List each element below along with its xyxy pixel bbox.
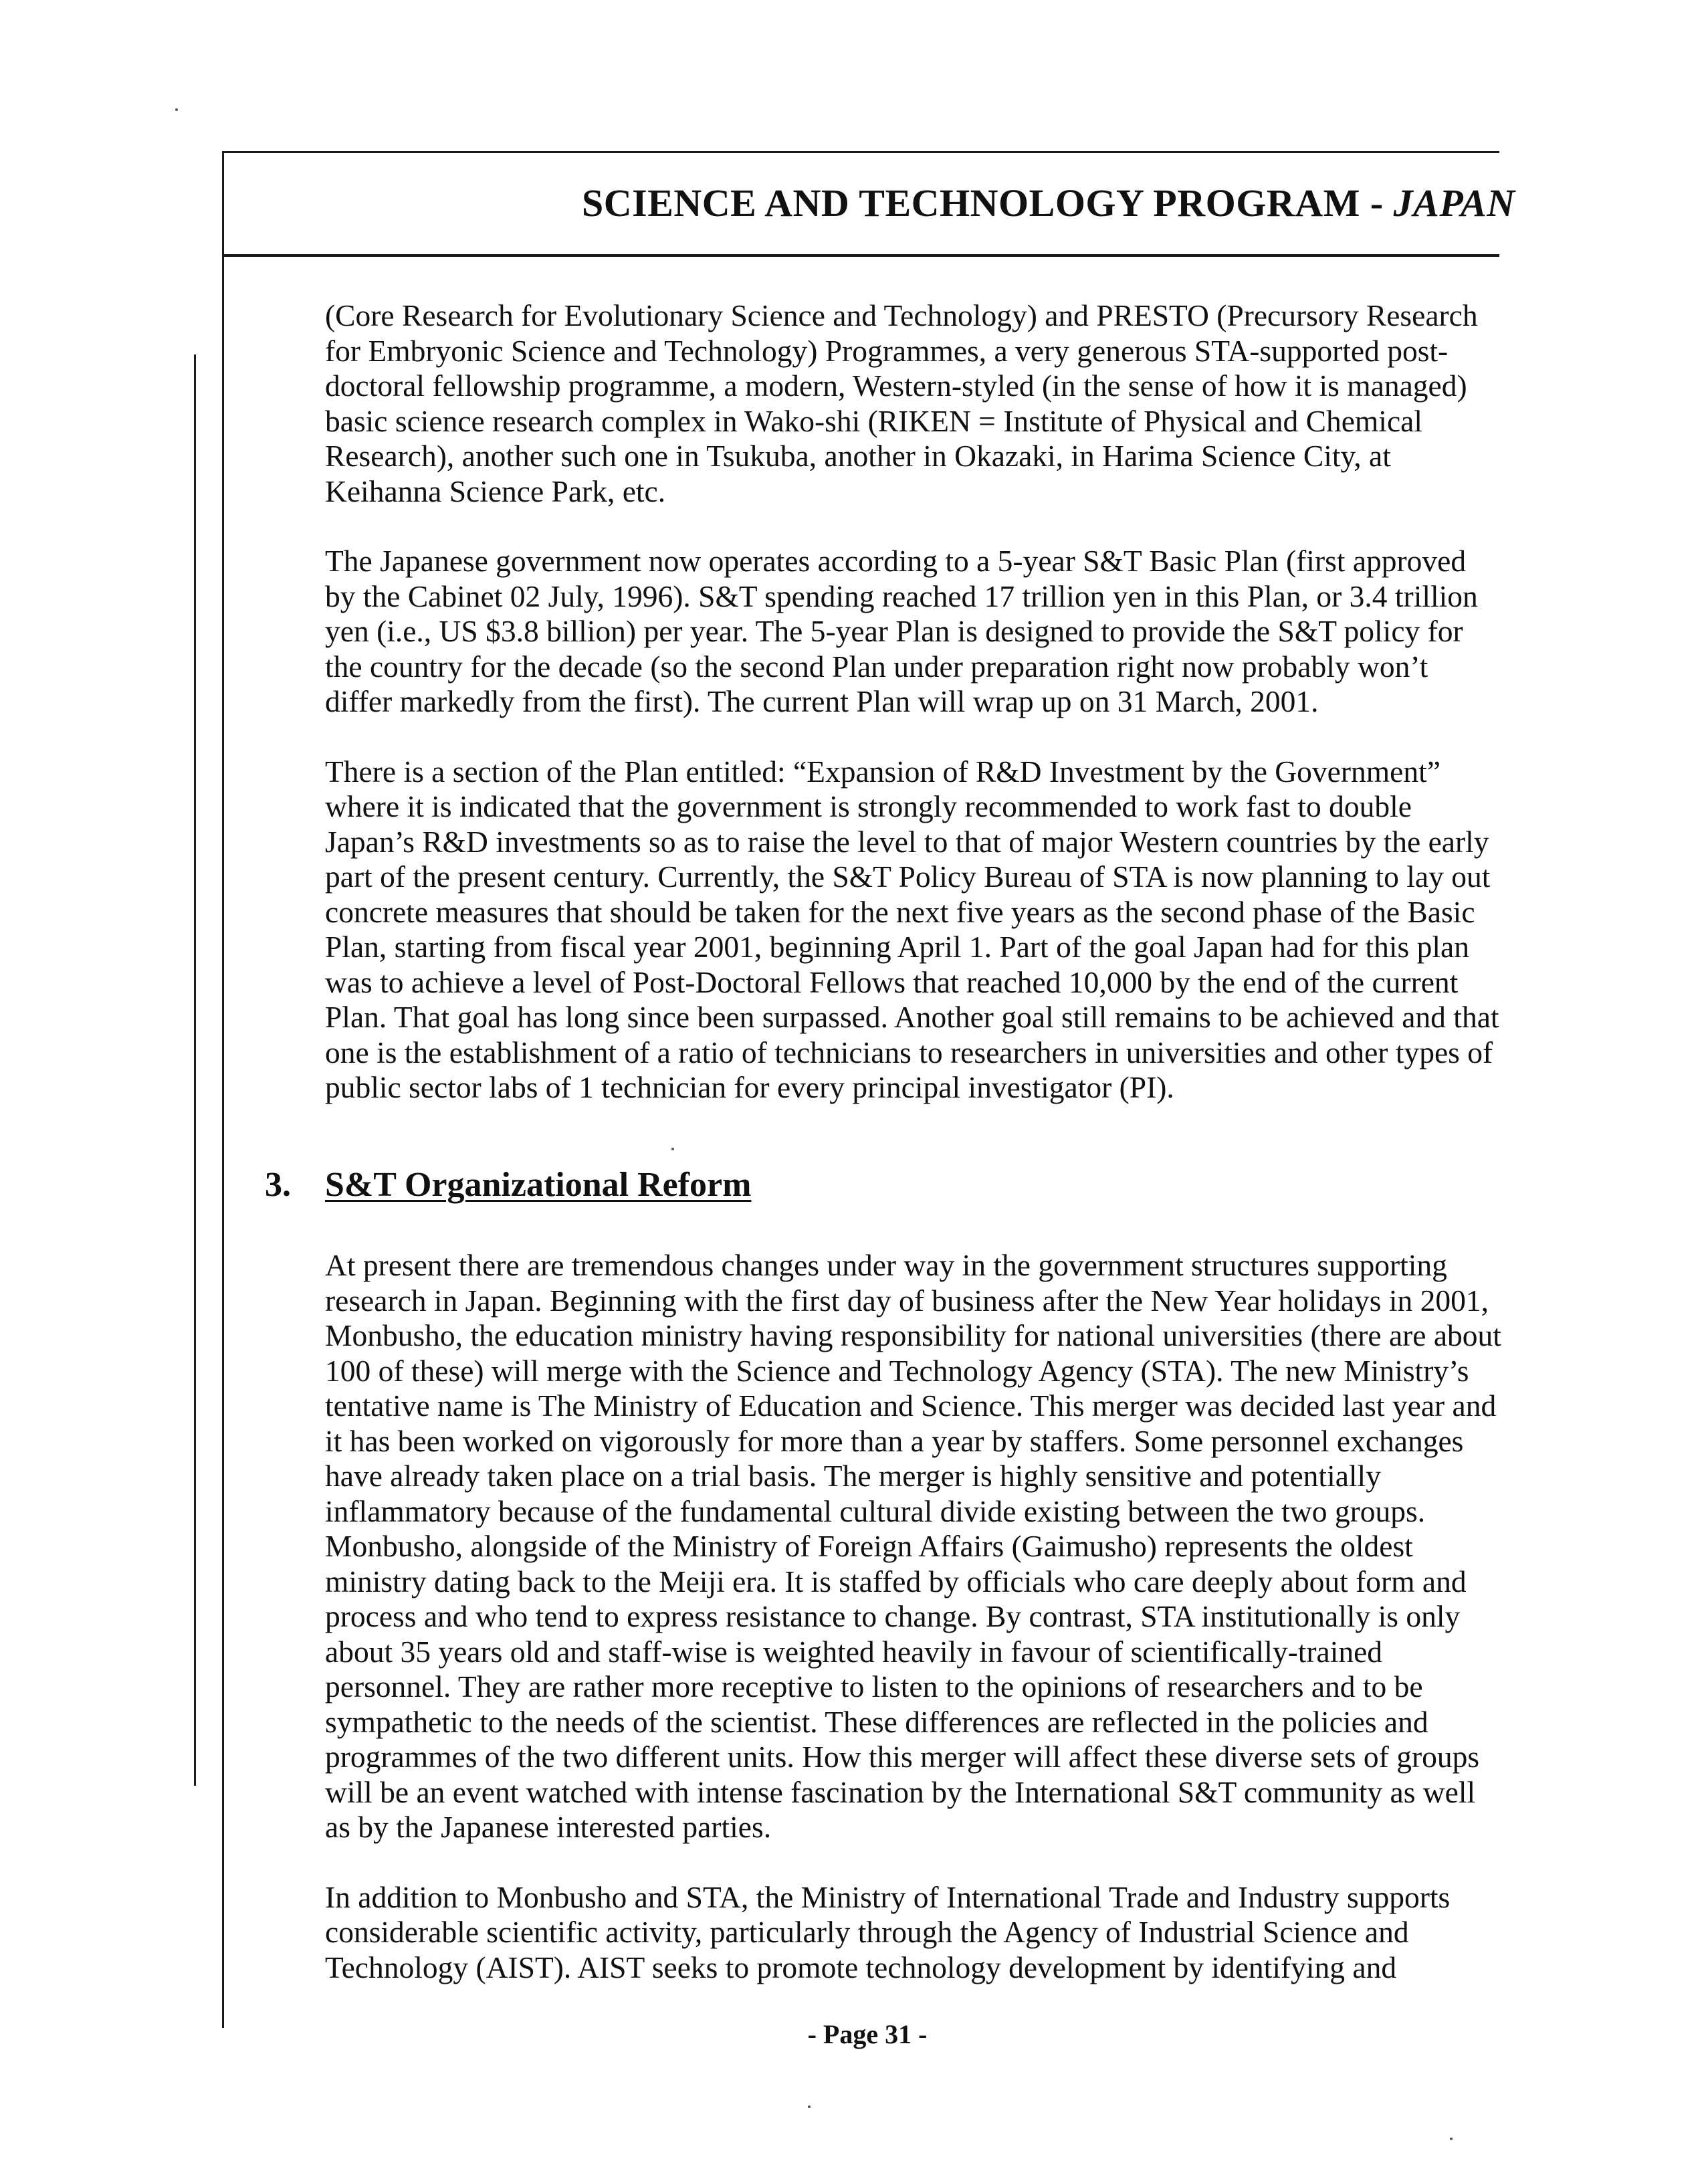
header-top-rule [222,151,1499,153]
revision-margin-bar [194,354,196,1786]
header-title-country: JAPAN [1393,181,1515,225]
paragraph-miti-aist: In addition to Monbusho and STA, the Ministry of International Trade and Industry supports considerable scientific activity, particularly through the Agency of Industrial Science and Technology (AIST). AIST seeks to promote technology development by identifying and [325,1879,1451,1984]
body-text-top [325,298,1502,1140]
header-bottom-rule [222,254,1499,257]
page-number: - Page 31 - [807,2019,928,2049]
scan-speck [1450,2138,1453,2140]
page-header-title [582,181,1515,225]
left-border-rule [222,151,224,2028]
section-heading [265,1165,751,1205]
section-number: 3. [265,1166,291,1204]
scan-speck [175,108,178,111]
section-title: S&T Organizational Reform [325,1166,752,1204]
paragraph-basic-plan: The Japanese government now operates according to a 5-year S&T Basic Plan (first approved by the Cabinet 02 July, 1996). S&T spending reached 17 trillion yen in this Plan, or 3.4 trillion yen (i.e., US $3.8 billion) per year. The 5-year Plan is designed to provide the S&T policy for the country for the decade (so the second Plan under preparation right now probably won’t differ markedly from the first). The current Plan will wrap up on 31 March, 2001. [325,544,1478,718]
paragraph-research-programmes: (Core Research for Evolutionary Science and Technology) and PRESTO (Precursory Research for Embryonic Science and Technology) Programmes, a very generous STA-supported post-doctoral fellowship programme, a modern, Western-styled (in the sense of how it is managed) basic science research complex in Wako-shi (RIKEN = Institute of Physical and Chemical Research), another such one in Tsukuba, another in Okazaki, in Harima Science City, at Keihanna Science Park, etc. [325,298,1478,508]
scan-speck [671,1148,674,1150]
body-text-section [325,1248,1502,2020]
header-title-main: SCIENCE AND TECHNOLOGY PROGRAM - [582,181,1394,225]
paragraph-rd-investment: There is a section of the Plan entitled: “Expansion of R&D Investment by the Government” where it is indicated that the government is strongly recommended to work fast to double Japan’s R&D investments so as to raise the level to that of major Western countries by the early part of the present century. Currently, the S&T Policy Bureau of STA is now planning to lay out concrete measures that should be taken for the next five years as the second phase of the Basic Plan, starting from fiscal year 2001, beginning April 1. Part of the goal Japan had for this plan was to achieve a level of Post-Doctoral Fellows that reached 10,000 by the end of the current Plan. That goal has long since been surpassed. Another goal still remains to be achieved and that one is the establishment of a ratio of technicians to researchers in universities and other types of public sector labs of 1 technician for every principal investigator (PI). [325,754,1499,1104]
paragraph-merger: At present there are tremendous changes under way in the government structures supporting research in Japan. Beginning with the first day of business after the New Year holidays in 2001, Monbusho, the education ministry having responsibility for national universities (there are about 100 of these) will merge with the Science and Technology Agency (STA). The new Ministry’s tentative name is The Ministry of Education and Science. This merger was decided last year and it has been worked on vigorously for more than a year by staffers. Some personnel exchanges have already taken place on a trial basis. The merger is highly sensitive and potentially inflammatory because of the fundamental cultural divide existing between the two groups. Monbusho, alongside of the Ministry of Foreign Affairs (Gaimusho) represents the oldest ministry dating back to the Meiji era. It is staffed by officials who care deeply about form and process and who tend to express resistance to change. By contrast, STA institutionally is only about 35 years old and staff-wise is weighted heavily in favour of scientifically-trained personnel. They are rather more receptive to listen to the opinions of researchers and to be sympathetic to the needs of the scientist. These differences are reflected in the policies and programmes of the two different units. How this merger will affect these diverse sets of groups will be an event watched with intense fascination by the International S&T community as well as by the Japanese interested parties. [325,1248,1501,1844]
scan-speck [808,2105,811,2108]
